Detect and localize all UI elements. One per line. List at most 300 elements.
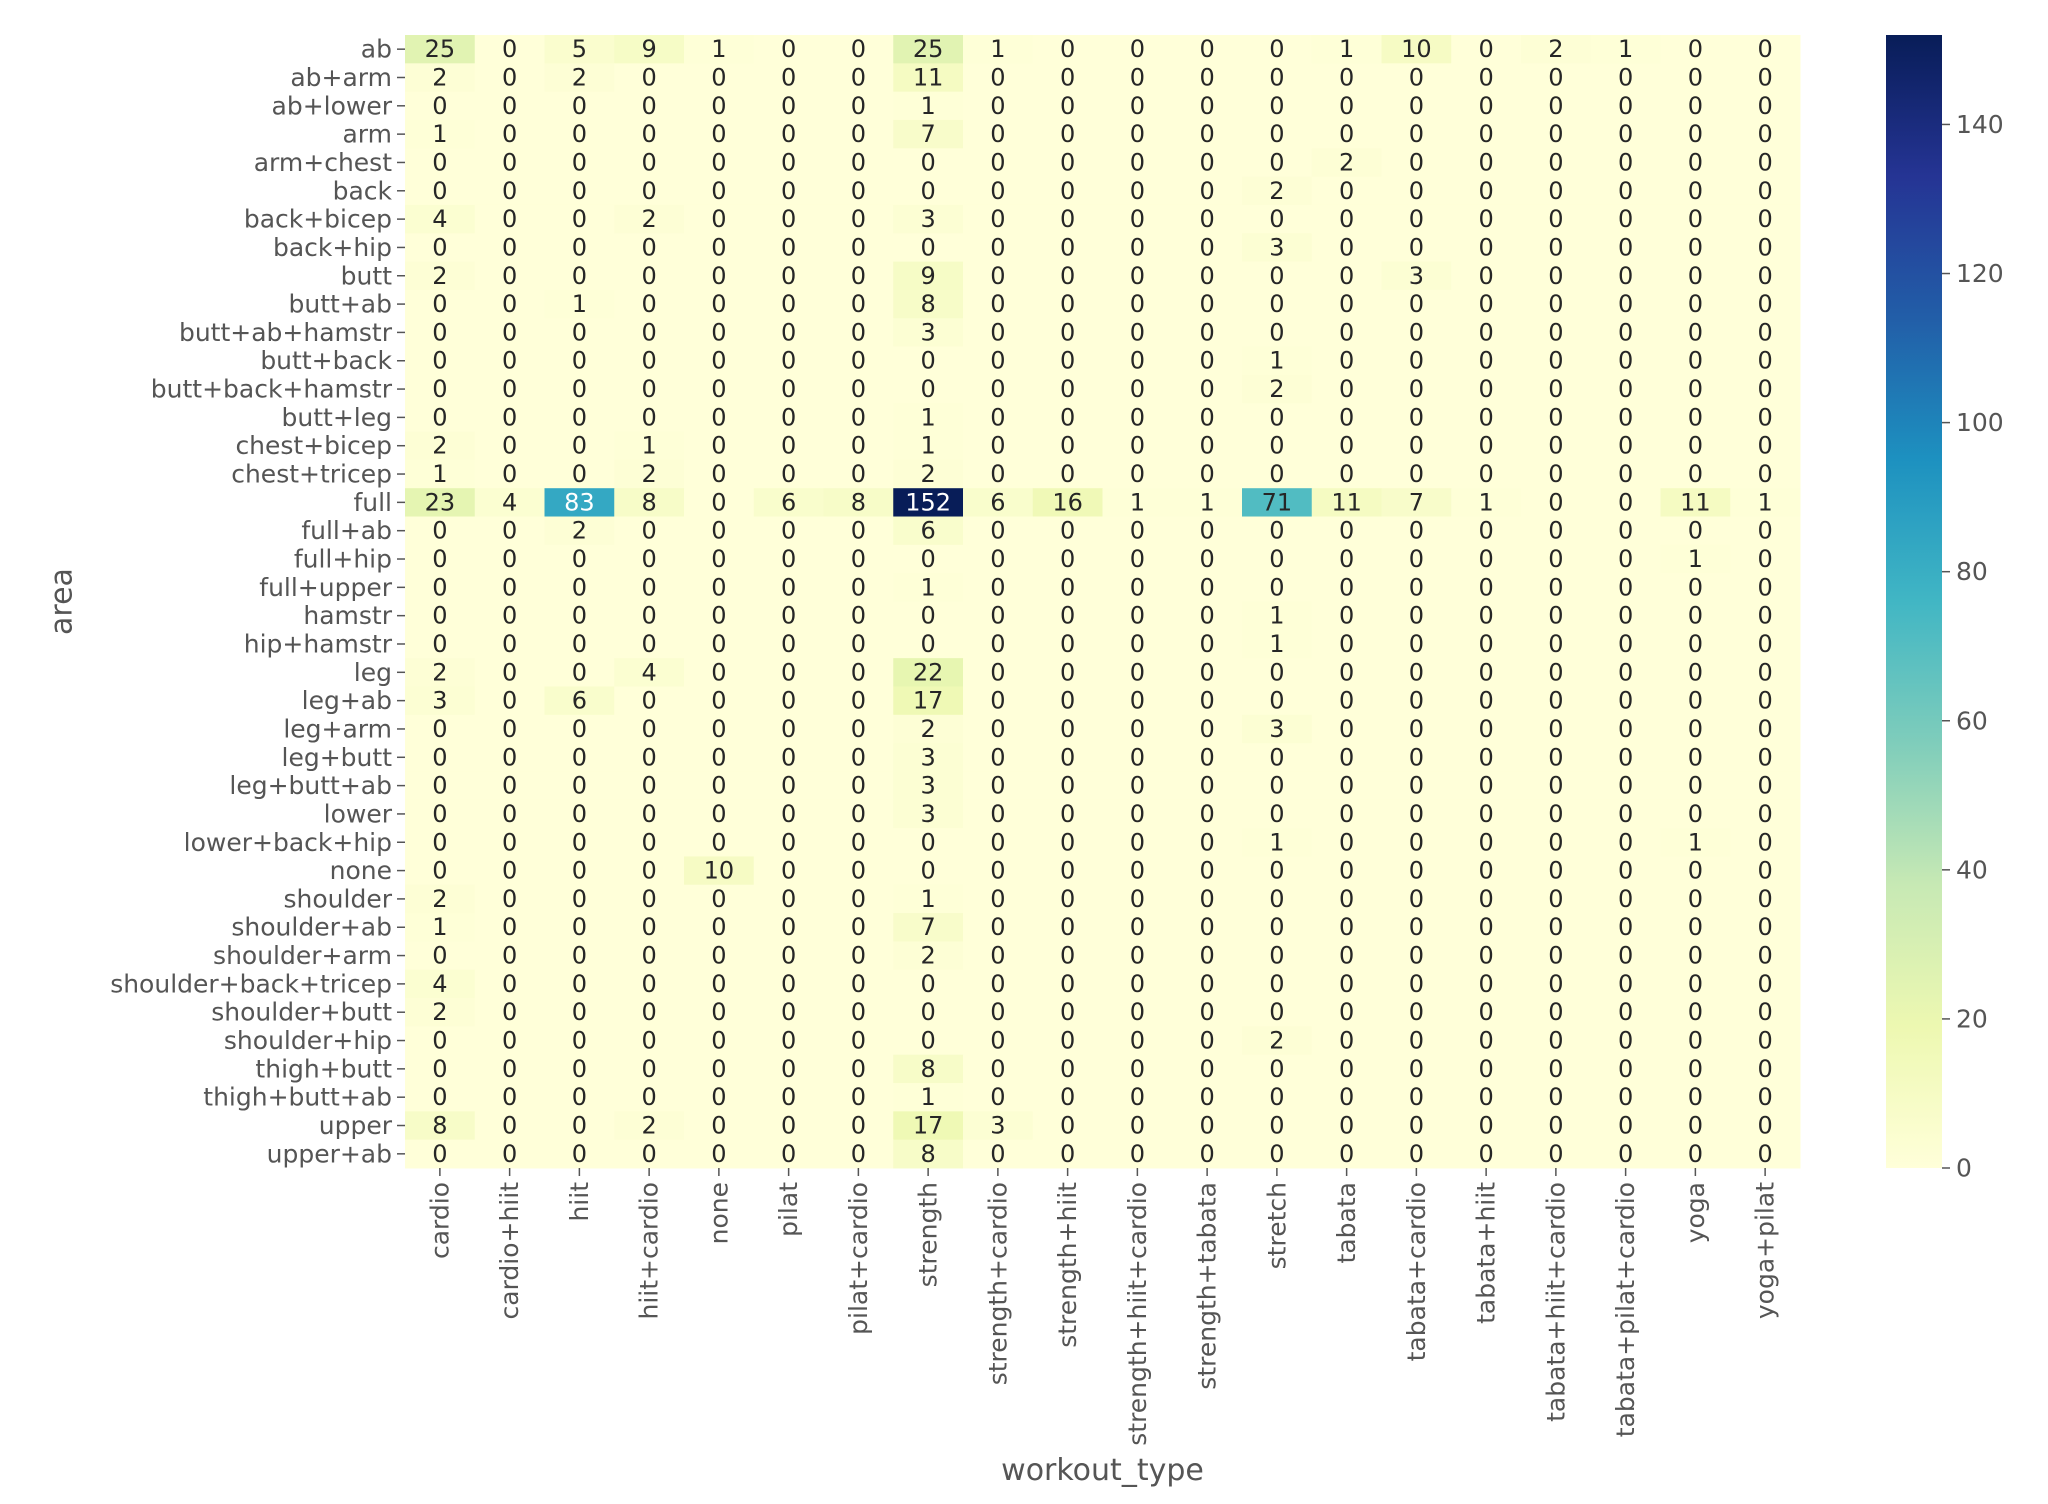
cell-value-label: 0 <box>1129 686 1146 715</box>
cell-value-label: 0 <box>1757 1111 1773 1140</box>
cell-value-label: 0 <box>1617 1139 1634 1168</box>
cell-value-label: 0 <box>711 403 727 432</box>
cell-value-label: 0 <box>501 743 518 772</box>
cell-value-label: 0 <box>1687 629 1704 658</box>
y-tick-label: butt <box>340 261 392 291</box>
cell-value-label: 0 <box>571 261 588 290</box>
cell-value-label: 0 <box>1059 205 1076 234</box>
cell-value-label: 0 <box>432 176 448 205</box>
cell-value-label: 0 <box>432 743 448 772</box>
cell-value-label: 3 <box>432 686 448 715</box>
y-tick-label: butt+ab+hamstr <box>178 317 392 347</box>
cell-value-label: 2 <box>920 714 936 743</box>
cell-value-label: 0 <box>1687 1083 1704 1112</box>
cell-value-label: 0 <box>432 856 448 885</box>
cell-value-label: 0 <box>1338 601 1355 630</box>
colorbar-tick-label: 0 <box>1956 1153 1972 1183</box>
x-tick-label: yoga+pilat <box>1750 1182 1780 1320</box>
cell-value-label: 0 <box>1757 290 1773 319</box>
cell-value-label: 0 <box>990 318 1006 347</box>
cell-value-label: 0 <box>1687 261 1704 290</box>
cell-value-label: 0 <box>1687 913 1704 942</box>
cell-value-label: 0 <box>501 799 518 828</box>
cell-value-label: 0 <box>850 205 867 234</box>
y-tick-label: shoulder <box>283 884 392 914</box>
cell-value-label: 0 <box>1338 941 1355 970</box>
cell-value-label: 0 <box>1548 884 1564 913</box>
cell-value-label: 0 <box>1687 63 1704 92</box>
cell-value-label: 0 <box>1199 998 1215 1027</box>
cell-value-label: 2 <box>920 460 936 489</box>
cell-value-label: 0 <box>1548 120 1564 149</box>
cell-value-label: 0 <box>571 91 588 120</box>
cell-value-label: 0 <box>990 346 1006 375</box>
cell-value-label: 0 <box>432 629 448 658</box>
cell-value-label: 0 <box>1408 290 1425 319</box>
cell-value-label: 0 <box>1617 318 1634 347</box>
cell-value-label: 0 <box>1338 205 1355 234</box>
cell-value-label: 0 <box>1757 261 1773 290</box>
cell-value-label: 0 <box>1757 545 1773 574</box>
cell-value-label: 6 <box>920 516 936 545</box>
cell-value-label: 0 <box>1199 431 1215 460</box>
cell-value-label: 0 <box>1338 91 1355 120</box>
cell-value-label: 0 <box>711 205 727 234</box>
y-tick-label: butt+leg <box>281 402 392 432</box>
cell-value-label: 0 <box>780 63 797 92</box>
cell-value-label: 0 <box>432 941 448 970</box>
y-tick-label: back <box>332 176 392 206</box>
cell-value-label: 0 <box>501 403 518 432</box>
cell-value-label: 0 <box>850 884 867 913</box>
cell-value-label: 0 <box>1687 799 1704 828</box>
cell-value-label: 0 <box>501 148 518 177</box>
cell-value-label: 0 <box>1478 516 1494 545</box>
y-tick-label: ab+arm <box>290 62 392 92</box>
y-tick-label: butt+back <box>260 346 392 376</box>
cell-value-label: 0 <box>641 1026 657 1055</box>
y-tick-label: chest+bicep <box>235 431 392 461</box>
cell-value-label: 0 <box>1059 375 1076 404</box>
cell-value-label: 2 <box>432 658 448 687</box>
cell-value-label: 0 <box>780 346 797 375</box>
cell-value-label: 0 <box>920 148 936 177</box>
cell-value-label: 0 <box>920 601 936 630</box>
cell-value-label: 2 <box>1548 35 1564 64</box>
cell-value-label: 0 <box>432 573 448 602</box>
cell-value-label: 0 <box>1269 884 1285 913</box>
cell-value-label: 0 <box>1338 1111 1355 1140</box>
cell-value-label: 0 <box>1757 233 1773 262</box>
cell-value-label: 0 <box>1199 91 1215 120</box>
cell-value-label: 0 <box>711 1083 727 1112</box>
cell-value-label: 0 <box>780 35 797 64</box>
cell-value-label: 0 <box>850 261 867 290</box>
cell-value-label: 0 <box>641 91 657 120</box>
cell-value-label: 0 <box>1059 828 1076 857</box>
cell-value-label: 0 <box>1269 1054 1285 1083</box>
cell-value-label: 1 <box>920 884 936 913</box>
cell-value-label: 0 <box>571 148 588 177</box>
cell-value-label: 0 <box>1617 771 1634 800</box>
cell-value-label: 0 <box>1478 629 1494 658</box>
cell-value-label: 0 <box>1757 205 1773 234</box>
cell-value-label: 0 <box>501 1139 518 1168</box>
y-tick-label: thigh+butt <box>255 1054 392 1084</box>
cell-value-label: 0 <box>1129 120 1146 149</box>
y-tick-label: full <box>353 487 392 517</box>
cell-value-label: 0 <box>711 743 727 772</box>
cell-value-label: 0 <box>1129 856 1146 885</box>
cell-value-label: 0 <box>1478 176 1494 205</box>
cell-value-label: 2 <box>571 516 588 545</box>
cell-value-label: 0 <box>1757 913 1773 942</box>
cell-value-label: 0 <box>850 290 867 319</box>
cell-value-label: 0 <box>1757 120 1773 149</box>
cell-value-label: 0 <box>850 91 867 120</box>
cell-value-label: 0 <box>432 1083 448 1112</box>
cell-value-label: 0 <box>1548 460 1564 489</box>
cell-value-label: 0 <box>1478 261 1494 290</box>
cell-value-label: 0 <box>641 771 657 800</box>
cell-value-label: 0 <box>1199 403 1215 432</box>
cell-value-label: 0 <box>1687 460 1704 489</box>
cell-value-label: 0 <box>1617 799 1634 828</box>
cell-value-label: 0 <box>1408 969 1425 998</box>
y-tick-label: shoulder+back+tricep <box>110 969 392 999</box>
x-tick-label: tabata+hiit+cardio <box>1541 1182 1571 1422</box>
cell-value-label: 0 <box>1338 431 1355 460</box>
x-tick-label: tabata+pilat+cardio <box>1611 1182 1641 1438</box>
cell-value-label: 0 <box>501 346 518 375</box>
cell-value-label: 0 <box>711 1139 727 1168</box>
x-tick-label: tabata <box>1332 1182 1362 1264</box>
cell-value-label: 0 <box>1408 176 1425 205</box>
cell-value-label: 0 <box>1687 35 1704 64</box>
cell-value-label: 0 <box>1408 318 1425 347</box>
cell-value-label: 0 <box>641 686 657 715</box>
cell-value-label: 0 <box>1199 743 1215 772</box>
cell-value-label: 0 <box>920 346 936 375</box>
cell-value-label: 0 <box>850 573 867 602</box>
cell-value-label: 0 <box>1687 1111 1704 1140</box>
cell-value-label: 1 <box>571 290 588 319</box>
cell-value-label: 1 <box>1269 828 1285 857</box>
cell-value-label: 0 <box>1059 714 1076 743</box>
cell-value-label: 0 <box>1269 1139 1285 1168</box>
cell-value-label: 0 <box>641 799 657 828</box>
cell-value-label: 0 <box>432 601 448 630</box>
cell-value-label: 0 <box>571 941 588 970</box>
cell-value-label: 0 <box>1548 1139 1564 1168</box>
cell-value-label: 0 <box>1059 545 1076 574</box>
cell-value-label: 0 <box>1548 516 1564 545</box>
cell-value-label: 0 <box>1199 629 1215 658</box>
cell-value-label: 0 <box>1408 63 1425 92</box>
cell-value-label: 8 <box>920 1054 936 1083</box>
cell-value-label: 1 <box>990 35 1006 64</box>
cell-value-label: 0 <box>1129 516 1146 545</box>
cell-value-label: 1 <box>1338 35 1355 64</box>
cell-value-label: 11 <box>1331 488 1362 517</box>
cell-value-label: 0 <box>990 431 1006 460</box>
cell-value-label: 0 <box>641 148 657 177</box>
cell-value-label: 0 <box>850 176 867 205</box>
cell-value-label: 1 <box>1269 629 1285 658</box>
cell-value-label: 0 <box>1617 1054 1634 1083</box>
cell-value-label: 0 <box>990 148 1006 177</box>
cell-value-label: 0 <box>920 629 936 658</box>
cell-value-label: 0 <box>920 856 936 885</box>
x-tick-label: cardio+hiit <box>495 1182 525 1320</box>
cell-value-label: 0 <box>1059 658 1076 687</box>
cell-value-label: 0 <box>1617 176 1634 205</box>
y-tick-label: full+ab <box>301 516 392 546</box>
cell-value-label: 0 <box>1757 35 1773 64</box>
cell-value-label: 2 <box>920 941 936 970</box>
cell-value-label: 0 <box>780 799 797 828</box>
cell-value-label: 0 <box>1269 35 1285 64</box>
cell-value-label: 0 <box>641 120 657 149</box>
cell-value-label: 0 <box>850 686 867 715</box>
cell-value-label: 0 <box>780 714 797 743</box>
cell-value-label: 0 <box>1129 799 1146 828</box>
cell-value-label: 0 <box>990 629 1006 658</box>
cell-value-label: 0 <box>1617 233 1634 262</box>
cell-value-label: 0 <box>780 375 797 404</box>
cell-value-label: 0 <box>1269 1111 1285 1140</box>
cell-value-label: 0 <box>1478 686 1494 715</box>
cell-value-label: 0 <box>1059 771 1076 800</box>
cell-value-label: 0 <box>1199 205 1215 234</box>
cell-value-label: 0 <box>571 1111 588 1140</box>
cell-value-label: 0 <box>1059 431 1076 460</box>
cell-value-label: 0 <box>1199 686 1215 715</box>
x-tick-label: tabata+cardio <box>1401 1182 1431 1362</box>
cell-value-label: 0 <box>1548 573 1564 602</box>
cell-value-label: 0 <box>711 601 727 630</box>
cell-value-label: 0 <box>1199 460 1215 489</box>
cell-value-label: 0 <box>1478 1083 1494 1112</box>
cell-value-label: 0 <box>1199 318 1215 347</box>
cell-value-label: 0 <box>990 261 1006 290</box>
y-tick-label: leg <box>353 657 392 687</box>
cell-value-label: 0 <box>850 35 867 64</box>
cell-value-label: 0 <box>1478 148 1494 177</box>
cell-value-label: 1 <box>1687 545 1704 574</box>
cell-value-label: 0 <box>990 799 1006 828</box>
cell-value-label: 23 <box>424 488 456 517</box>
cell-value-label: 0 <box>780 176 797 205</box>
cell-value-label: 0 <box>1617 658 1634 687</box>
cell-value-label: 4 <box>432 205 448 234</box>
y-tick-label: upper+ab <box>266 1139 392 1169</box>
cell-value-label: 0 <box>1548 998 1564 1027</box>
cell-value-label: 0 <box>850 856 867 885</box>
colorbar-tick-label: 40 <box>1956 855 1988 885</box>
cell-value-label: 0 <box>780 1111 797 1140</box>
cell-value-label: 25 <box>424 35 456 64</box>
cell-value-label: 0 <box>850 318 867 347</box>
cell-value-label: 0 <box>1548 629 1564 658</box>
cell-value-label: 11 <box>1680 488 1711 517</box>
cell-value-label: 0 <box>432 1026 448 1055</box>
y-tick-label: back+bicep <box>243 204 392 234</box>
cell-value-label: 0 <box>1408 91 1425 120</box>
cell-value-label: 1 <box>1617 35 1634 64</box>
cell-value-label: 0 <box>1548 714 1564 743</box>
cell-value-label: 0 <box>780 856 797 885</box>
x-tick-label: hiit+cardio <box>634 1182 664 1320</box>
cell-value-label: 0 <box>990 375 1006 404</box>
cell-value-label: 0 <box>780 318 797 347</box>
cell-value-label: 0 <box>1338 828 1355 857</box>
cell-value-label: 0 <box>920 176 936 205</box>
y-tick-label: none <box>329 856 392 886</box>
cell-value-label: 0 <box>990 290 1006 319</box>
cell-value-label: 0 <box>780 431 797 460</box>
cell-value-label: 0 <box>780 658 797 687</box>
cell-value-label: 0 <box>1338 743 1355 772</box>
cell-value-label: 0 <box>432 1139 448 1168</box>
x-tick-label: strength <box>913 1182 943 1288</box>
cell-value-label: 0 <box>432 375 448 404</box>
cell-value-label: 0 <box>990 233 1006 262</box>
cell-value-label: 0 <box>1408 403 1425 432</box>
cell-value-label: 0 <box>641 176 657 205</box>
cell-value-label: 2 <box>432 998 448 1027</box>
cell-value-label: 0 <box>1059 120 1076 149</box>
cell-value-label: 1 <box>1478 488 1494 517</box>
cell-value-label: 0 <box>641 884 657 913</box>
cell-value-label: 0 <box>780 771 797 800</box>
y-tick-label: hip+hamstr <box>243 629 392 659</box>
cell-value-label: 0 <box>571 1139 588 1168</box>
cell-value-label: 2 <box>571 63 588 92</box>
cell-value-label: 0 <box>1617 261 1634 290</box>
cell-value-label: 2 <box>1269 1026 1285 1055</box>
cell-value-label: 0 <box>1478 1111 1494 1140</box>
cell-value-label: 0 <box>1129 346 1146 375</box>
cell-value-label: 0 <box>850 658 867 687</box>
cell-value-label: 0 <box>1059 403 1076 432</box>
cell-value-label: 8 <box>432 1111 448 1140</box>
cell-value-label: 0 <box>1548 1083 1564 1112</box>
cell-value-label: 0 <box>1617 375 1634 404</box>
cell-value-label: 3 <box>920 743 936 772</box>
cell-value-label: 0 <box>432 516 448 545</box>
cell-value-label: 0 <box>501 261 518 290</box>
colorbar-tick-label: 120 <box>1956 259 2004 289</box>
cell-value-label: 0 <box>501 1111 518 1140</box>
cell-value-label: 0 <box>1059 969 1076 998</box>
cell-value-label: 2 <box>1269 176 1285 205</box>
cell-value-label: 0 <box>1478 1139 1494 1168</box>
cell-value-label: 0 <box>1338 460 1355 489</box>
cell-value-label: 0 <box>1687 998 1704 1027</box>
cell-value-label: 0 <box>1129 290 1146 319</box>
cell-value-label: 0 <box>1338 799 1355 828</box>
cell-value-label: 0 <box>1338 884 1355 913</box>
cell-value-label: 0 <box>1129 1139 1146 1168</box>
cell-value-label: 0 <box>1478 205 1494 234</box>
cell-value-label: 0 <box>501 460 518 489</box>
cell-value-label: 0 <box>850 63 867 92</box>
cell-value-label: 0 <box>1129 148 1146 177</box>
cell-value-label: 0 <box>1269 1083 1285 1112</box>
cell-value-label: 0 <box>1408 516 1425 545</box>
cell-value-label: 0 <box>1478 460 1494 489</box>
cell-value-label: 0 <box>1617 629 1634 658</box>
cell-value-label: 0 <box>780 1139 797 1168</box>
x-tick-label: strength+tabata <box>1192 1182 1222 1390</box>
cell-value-label: 0 <box>711 686 727 715</box>
cell-value-label: 2 <box>1338 148 1355 177</box>
cell-value-label: 0 <box>711 460 727 489</box>
cell-value-label: 0 <box>1338 120 1355 149</box>
cell-value-label: 0 <box>1269 998 1285 1027</box>
cell-value-label: 0 <box>780 969 797 998</box>
cell-value-label: 0 <box>1408 714 1425 743</box>
cell-value-label: 0 <box>1408 658 1425 687</box>
cell-value-label: 6 <box>571 686 588 715</box>
cell-value-label: 0 <box>1338 233 1355 262</box>
cell-value-label: 0 <box>1059 91 1076 120</box>
cell-value-label: 0 <box>990 1139 1006 1168</box>
cell-value-label: 0 <box>780 148 797 177</box>
cell-value-label: 1 <box>432 120 448 149</box>
cell-value-label: 0 <box>990 714 1006 743</box>
cell-value-label: 0 <box>1548 856 1564 885</box>
cell-value-label: 0 <box>1478 856 1494 885</box>
cell-value-label: 0 <box>1408 828 1425 857</box>
cell-value-label: 0 <box>850 346 867 375</box>
cell-value-label: 0 <box>571 998 588 1027</box>
cell-value-label: 0 <box>1617 828 1634 857</box>
cell-value-label: 0 <box>432 799 448 828</box>
cell-value-label: 0 <box>990 998 1006 1027</box>
cell-value-label: 0 <box>1478 771 1494 800</box>
cell-value-label: 0 <box>1129 1054 1146 1083</box>
cell-value-label: 0 <box>780 290 797 319</box>
cell-value-label: 0 <box>1757 516 1773 545</box>
cell-value-label: 0 <box>1478 346 1494 375</box>
cell-value-label: 0 <box>1478 1054 1494 1083</box>
cell-value-label: 0 <box>1478 375 1494 404</box>
cell-value-label: 0 <box>990 1026 1006 1055</box>
cell-value-label: 4 <box>641 658 657 687</box>
cell-value-label: 0 <box>1059 1111 1076 1140</box>
cell-value-label: 0 <box>1478 658 1494 687</box>
cell-value-label: 0 <box>1199 884 1215 913</box>
cell-value-label: 6 <box>780 488 797 517</box>
cell-value-label: 0 <box>711 629 727 658</box>
cell-value-label: 0 <box>1757 318 1773 347</box>
cell-value-label: 0 <box>1408 1139 1425 1168</box>
cell-value-label: 0 <box>1199 63 1215 92</box>
cell-value-label: 0 <box>1617 91 1634 120</box>
cell-value-label: 3 <box>920 799 936 828</box>
x-tick-label: hiit <box>564 1182 594 1222</box>
cell-value-label: 0 <box>711 516 727 545</box>
cell-value-label: 0 <box>780 1026 797 1055</box>
cell-value-label: 0 <box>1408 771 1425 800</box>
cell-value-label: 7 <box>920 120 936 149</box>
cell-value-label: 0 <box>1757 828 1773 857</box>
y-tick-label: shoulder+hip <box>223 1026 392 1056</box>
cell-value-label: 0 <box>641 856 657 885</box>
cell-value-label: 0 <box>920 828 936 857</box>
